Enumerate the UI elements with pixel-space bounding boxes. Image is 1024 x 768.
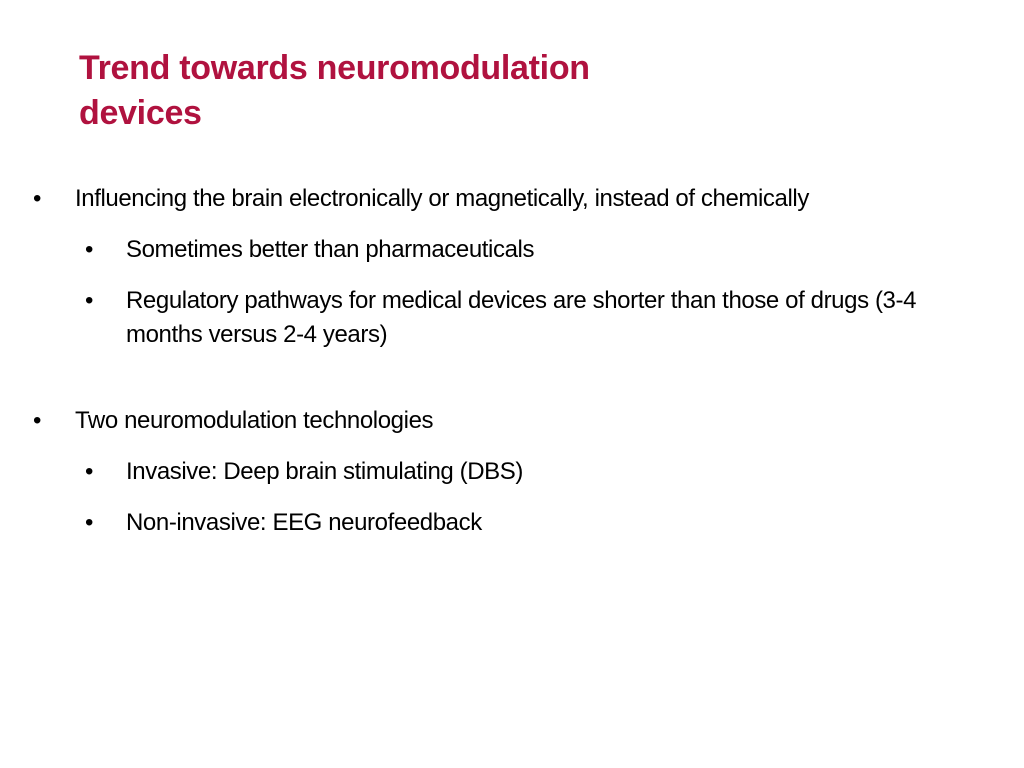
bullet-dot-icon: • [85, 509, 94, 536]
bullet-dot-icon: • [33, 407, 42, 434]
bullet-dot-icon: • [85, 458, 94, 485]
sub-bullet-text: Sometimes better than pharmaceuticals [126, 236, 535, 263]
bullet-item [33, 404, 935, 438]
slide-title [79, 46, 779, 136]
sub-bullet-item [85, 284, 956, 352]
sub-bullet-item [85, 233, 956, 267]
sub-bullet-text: Regulatory pathways for medical devices are shorter than those of drugs (3-4 months versus 2-4 years) [126, 287, 917, 348]
bullet-text: Influencing the brain electronically or magnetically, instead of chemically [75, 185, 809, 212]
sub-bullet-item [85, 506, 956, 540]
bullet-list [0, 182, 1024, 540]
bullet-dot-icon: • [33, 185, 42, 212]
title-line-1: Trend towards neuromodulation [79, 49, 590, 87]
bullet-text: Two neuromodulation technologies [75, 407, 434, 434]
sub-bullet-item [85, 455, 956, 489]
bullet-dot-icon: • [85, 236, 94, 263]
bullet-dot-icon: • [85, 287, 94, 314]
sub-bullet-text: Invasive: Deep brain stimulating (DBS) [126, 458, 523, 485]
title-line-2: devices [79, 94, 202, 132]
sub-bullet-text: Non-invasive: EEG neurofeedback [126, 509, 482, 536]
bullet-item [33, 182, 935, 216]
